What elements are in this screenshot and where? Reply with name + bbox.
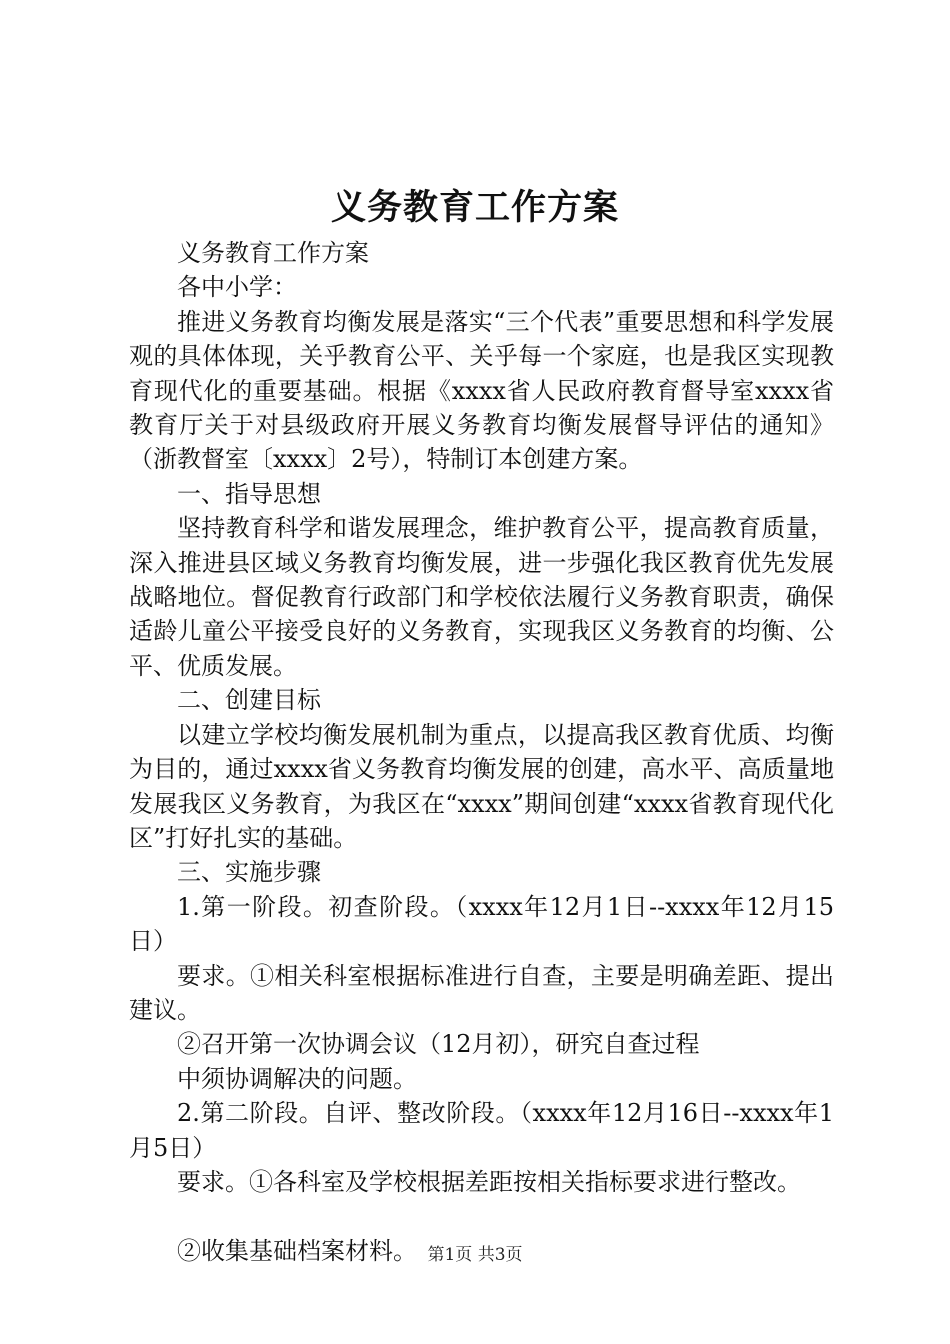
step-2-paragraph: 2.第二阶段。自评、整改阶段。（xxxx年12月16日--xxxx年1月5日） — [129, 1099, 834, 1162]
salutation: 各中小学： — [177, 273, 297, 302]
step-2-requirement-2: ②收集基础档案材料。 — [177, 1236, 417, 1265]
step-1-requirement-1: 要求。①相关科室根据标准进行自查，主要是明确差距、提出建议。 — [129, 961, 834, 1024]
step-1-requirement-2-continued: 中须协调解决的问题。 — [177, 1064, 417, 1093]
section-heading-goals: 二、创建目标 — [177, 686, 321, 715]
guiding-ideology-paragraph: 坚持教育科学和谐发展理念，维护教育公平，提高教育质量，深入推进县区域义务教育均衡发展，进一步强化我区教育优先发展战略地位。督促教育行政部门和学校依法履行义务教育职责，确保适龄儿童公平接受良好的义务教育，实现我区义务教育的均衡、公平、优质发展。 — [129, 514, 834, 680]
step-1-paragraph: 1.第一阶段。初查阶段。（xxxx年12月1日--xxxx年12月15日） — [129, 892, 834, 956]
intro-paragraph: 推进义务教育均衡发展是落实“三个代表”重要思想和科学发展观的具体体现，关乎教育公平、关乎每一个家庭，也是我区实现教育现代化的重要基础。根据《xxxx省人民政府教育督导室xxxx省教育厅关于对县级政府开展义务教育均衡发展督导评估的通知》（浙教督室〔xxxx〕2号），特制订本创建方案。 — [129, 307, 834, 474]
page-number-footer: 第1页 共3页 — [427, 1245, 523, 1265]
doc-subtitle: 义务教育工作方案 — [177, 239, 369, 267]
section-heading-steps: 三、实施步骤 — [177, 858, 321, 887]
section-heading-guiding-ideology: 一、指导思想 — [177, 479, 321, 508]
page-title: 义务教育工作方案 — [330, 187, 619, 228]
step-1-requirement-2: ②召开第一次协调会议（12月初），研究自查过程 — [177, 1030, 700, 1059]
step-2-requirement-1: 要求。①各科室及学校根据差距按相关指标要求进行整改。 — [177, 1167, 801, 1196]
goals-paragraph: 以建立学校均衡发展机制为重点，以提高我区教育优质、均衡为目的，通过xxxx省义务教育均衡发展的创建，高水平、高质量地发展我区义务教育，为我区在“xxxx”期间创建“xxxx省教育现代化区”打好扎实的基础。 — [129, 720, 834, 852]
document-body — [129, 236, 834, 1268]
